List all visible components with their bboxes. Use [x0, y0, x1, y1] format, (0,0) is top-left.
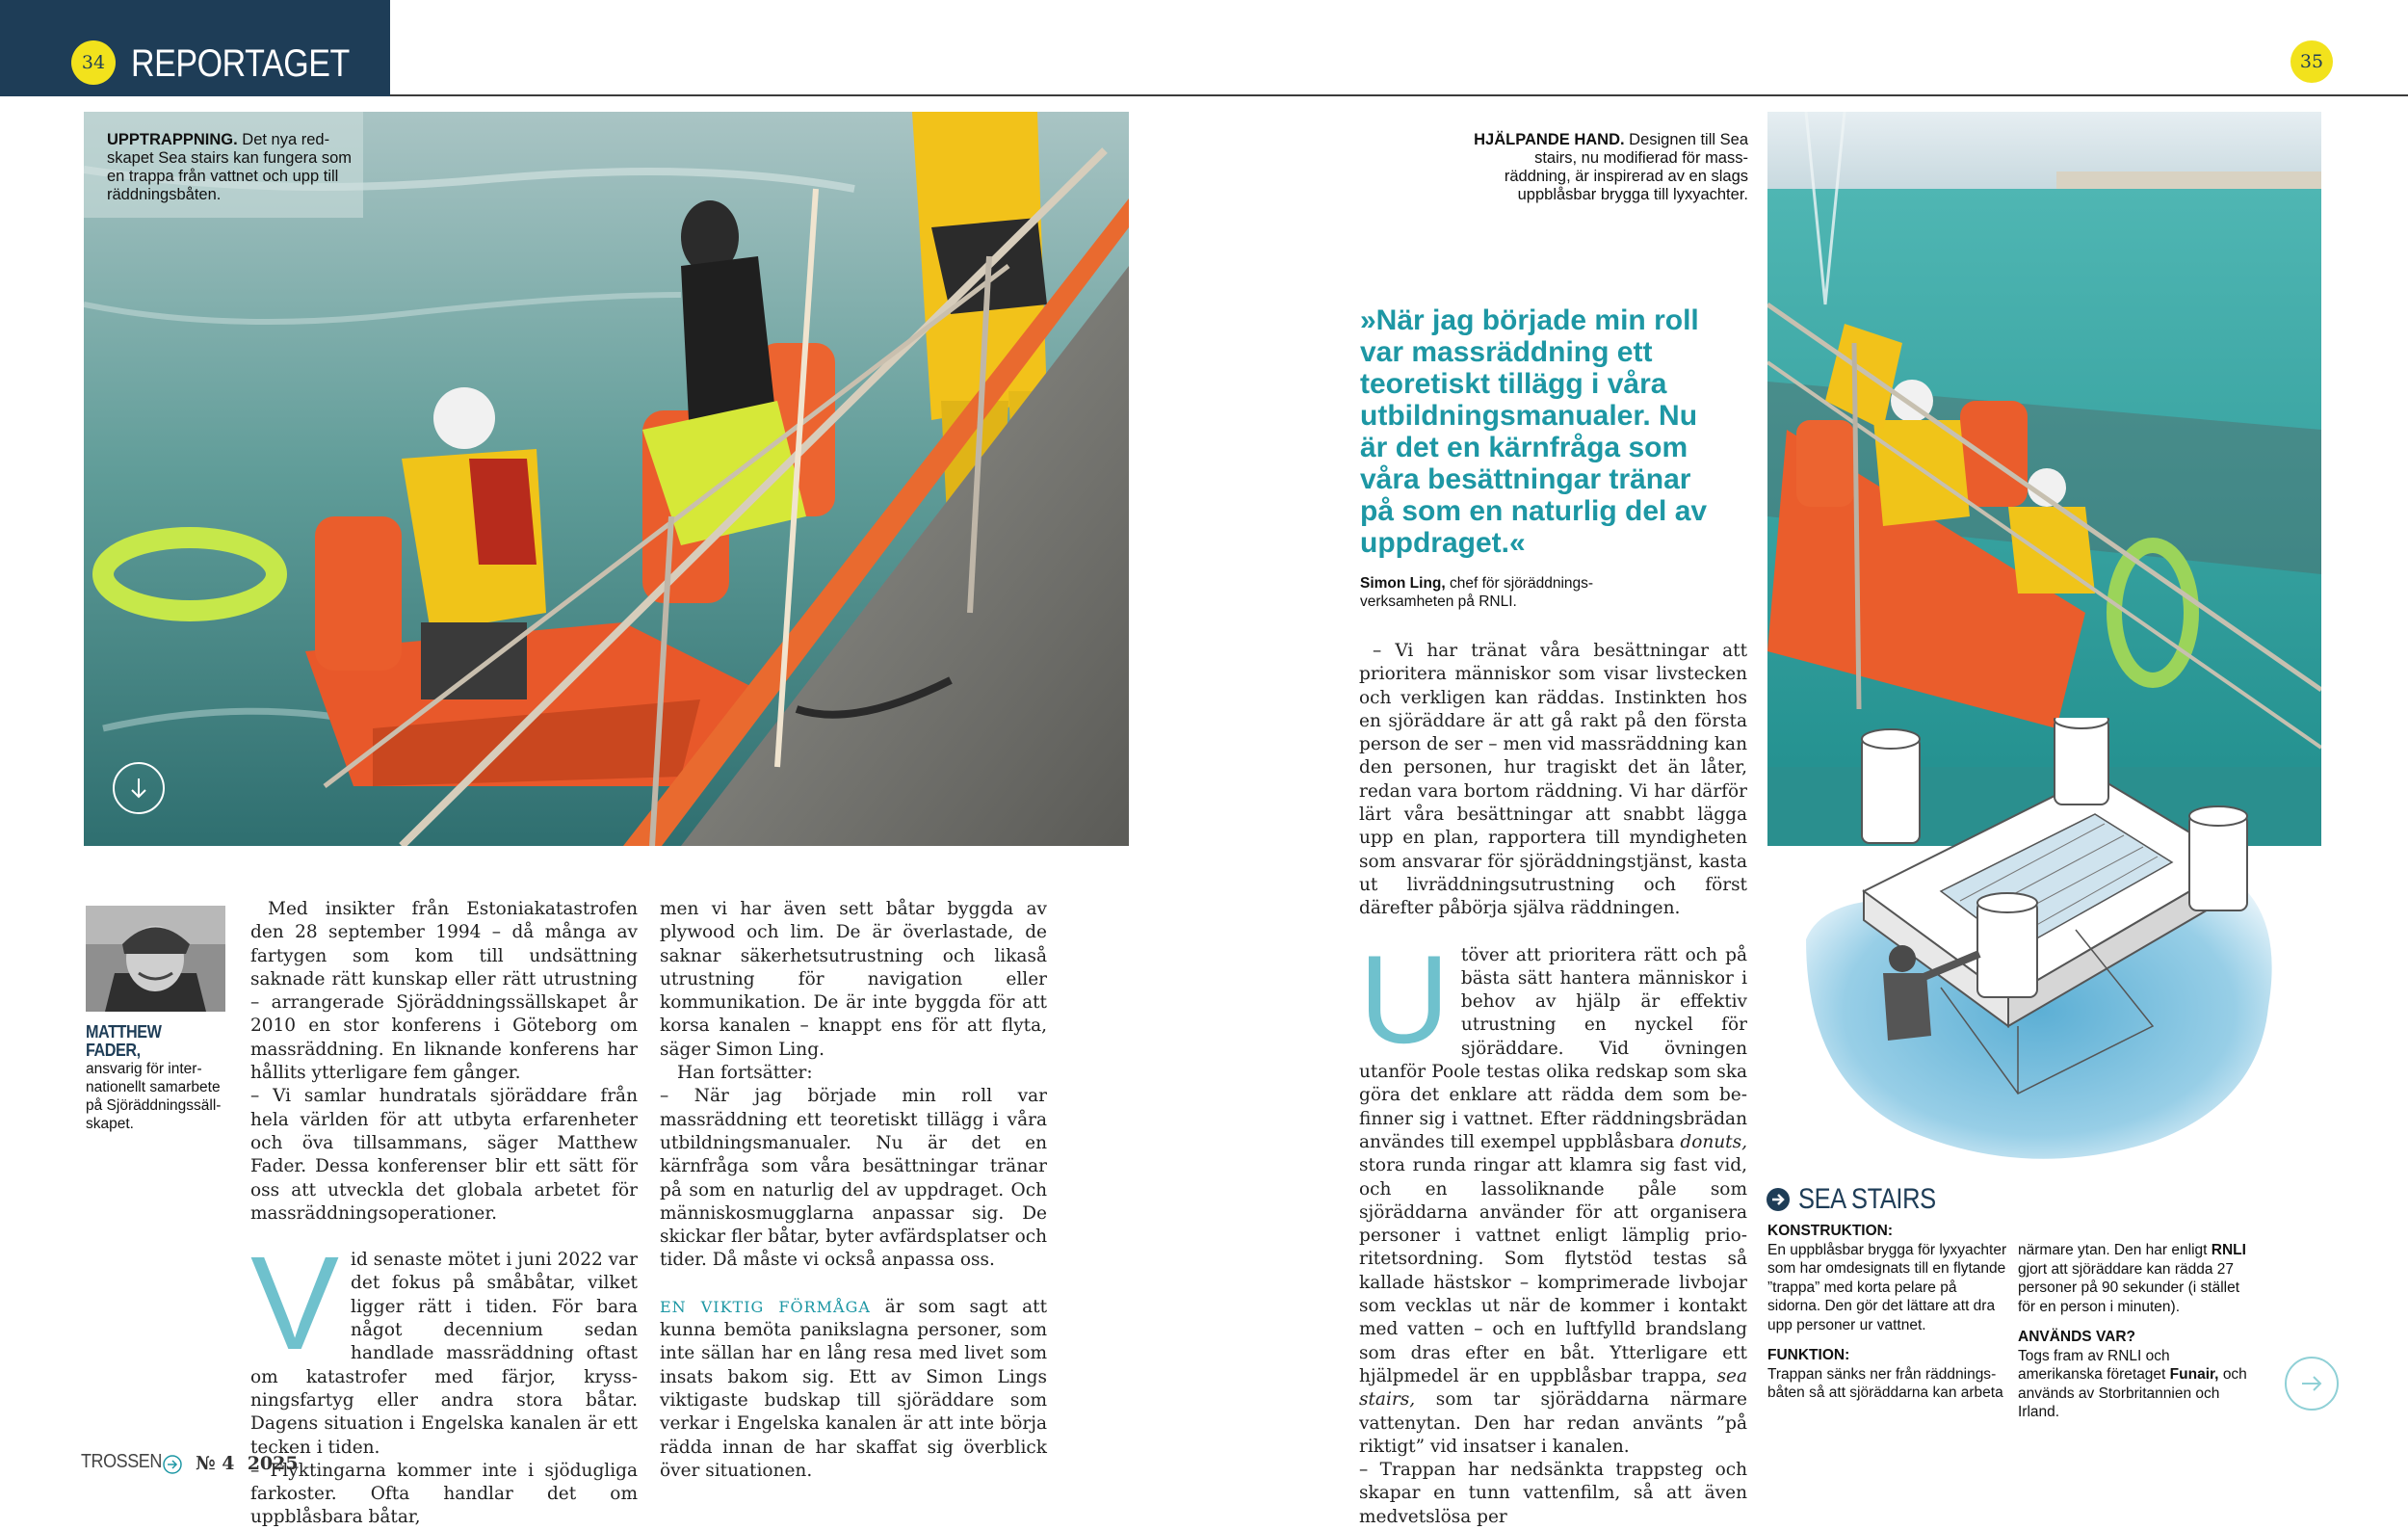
factbox [1766, 1183, 2305, 1420]
next-page-button[interactable] [2285, 1357, 2339, 1411]
dropcap-v: V [250, 1229, 340, 1379]
portrait-role: ansvarig för internationellt samarbete på Sjöräddningssällskapet. [86, 1061, 222, 1132]
col2-paragraph-3: – När jag började min roll var massräddning ett teoretiskt tillägg i våra utbildningsmanualer. Nu är det en kärnfråga som våra besättningar tränar på som en naturlig del av uppdraget. Och människosmugglarna anpassar sig. De skickar fler båtar, byter avfärdsplatser och tider. Då måste vi också anpassa oss. [660, 1086, 1047, 1271]
pull-quote-source-name: Simon Ling, [1360, 575, 1446, 592]
factbox-text-construction: En uppblåsbar brygga för lyxyachter som har omdesignats till en flytande ”trappa” med korta pelare på sidorna. Den gör det lättare att dra upp personer ur vattnet. [1767, 1241, 2007, 1333]
article-column-1 [250, 898, 638, 1530]
photo-left-caption-label: UPPTRAPPNING. [107, 131, 238, 148]
col2-paragraph-4 [660, 1296, 1047, 1483]
photo-left-caption [107, 131, 357, 204]
factbox-arrow-icon [1766, 1187, 1791, 1212]
pull-quote: »När jag började min roll var massräddning ett teoretiskt tillägg i våra utbildningsmanualer. Nu är det en kärnfråga som våra besättningar tränar på som en naturlig del av uppdraget.« [1360, 304, 1708, 559]
factbox-text-used-c: och används av Storbritannien och Irland. [2018, 1366, 2247, 1420]
col2-paragraph-4-text: är som sagt att kunna bemöta panikslagna personer, som inte sällan har en lång resa med livet som insats bakom sig. Ett av Simon Lings viktigaste budskap till sjöräddare som verkar i Engelska kanalen är att inte börja rädda innan de har skaffat sig överblick över situationen. [660, 1296, 1047, 1481]
factbox-text-result-a: närmare ytan. Den har enligt [2018, 1242, 2208, 1258]
photo-right-caption-label: HJÄLPANDE HAND. [1474, 131, 1625, 148]
factbox-text-used-a: Togs fram av RNLI och amerikanska företaget [2018, 1347, 2170, 1383]
col1-paragraph-3 [250, 1229, 638, 1460]
portrait-graphic [86, 906, 225, 1012]
photo-left-caption-text: Det nya redskapet Sea stairs kan fungera som en trappa från vattnet och upp till räddningsbåten. [107, 131, 353, 203]
article-column-2 [660, 898, 1047, 1483]
photo-right-caption-text: Designen till Sea stairs, nu modifierad för massräddning, är inspirerad av en slags uppblåsbar brygga till lyxyachter. [1504, 131, 1748, 203]
col3-paragraph-2b: donuts, [1680, 1131, 1747, 1152]
factbox-text-used-b: Funair, [2169, 1366, 2219, 1383]
article-column-3 [1359, 640, 1747, 1529]
col3-paragraph-2d: sea stairs, [1359, 1365, 1747, 1411]
col1-paragraph-3-text: id senaste mötet i juni 2022 var det fokus på småbåtar, vilket ligger rätt i tiden. För bara något decennium sedan handlade massräddning oftast om katastrofer med färjor, kryssningsfartyg eller andra stora båtar. Dagens situation i Engelska kanalen är ett tecken i tiden. [250, 1250, 638, 1458]
col3-paragraph-2c: stora runda ringar att klamra sig fast vid, och en lassoliknande påle som sjöräddarna använder för att organisera personer i vattnet enligt lämplig prioritetsordning. Som flytstöd testas så kallade hästskor – komprimerade livbojar som vecklas ut när de kommer i kontakt med vatten – och en luftfylld brandslang som dras efter en båt. Ytterligare ett hjälpmedel är en uppblåsbar trappa, [1359, 1155, 1747, 1386]
col3-paragraph-2e: som tar sjöräddarna närmare vattenytan. Den har redan använts ”på riktigt” vid insatser i kanalen. [1359, 1389, 1747, 1457]
factbox-text-function: Trappan sänks ner från räddningsbåten så att sjöräddarna kan arbeta [1767, 1365, 2003, 1401]
sea-stairs-illustration [1787, 718, 2297, 1200]
section-title: REPORTAGET [131, 42, 350, 85]
factbox-heading-function: FUNKTION: [1767, 1347, 1850, 1363]
dropcap-u: U [1359, 928, 1450, 1069]
page-number-right: 35 [2299, 51, 2324, 72]
col1-paragraph-4: – Flyktingarna kommer inte i sjödugliga farkoster. Ofta handlar det om uppblåsbara båtar, [250, 1460, 638, 1528]
col2-paragraph-2: Han fortsätter: [677, 1063, 813, 1084]
col3-paragraph-2 [1359, 928, 1747, 1460]
factbox-text-result [2018, 1241, 2249, 1316]
factbox-heading-used: ANVÄNDS VAR? [2018, 1329, 2135, 1345]
col1-paragraph-1: Med insikter från Estoniakatastrofen den 28 september 1994 – då många av fartygen som kom till undsättning saknade rätt kunskap eller rätt utrustning – arrangerade Sjöräddningssällskapet år 2010 en stor konferens i Göteborg om massräddning. En liknande konferens har hållits ytterligare fem gånger. [250, 899, 638, 1084]
col3-paragraph-1: – Vi har tränat våra besättningar att prioritera människor som visar livstecken och verkligen kan räddas. Instinkten hos en sjöräddare är att gå rakt på den första person de ser – men vid massräddning kan den personen, hur tragiskt det än låter, redan vara bortom räddning. Vi har därför lärt våra besättningar att snabbt lägga upp en plan, rapportera till myndigheten som ansvarar för sjöräddningstjänst, kasta ut livräddningsutrustning och först därefter påbörja själva räddningen. [1359, 641, 1747, 919]
arrow-right-icon [2298, 1370, 2325, 1397]
factbox-col-2 [2018, 1241, 2249, 1422]
pull-quote-source [1360, 574, 1668, 611]
footer-issue: № 4 2025 [196, 1453, 299, 1474]
portrait-matthew-fader [86, 906, 225, 1012]
col2-paragraph-1: men vi har även sett båtar byggda av plywood och lim. De är överlastade, de saknar säkerhetsutrustning och likaså utrustning för navigation eller kommunikation. De är inte byggda för att korsa kanalen – knappt ens för att flyta, säger Simon Ling. [660, 899, 1047, 1060]
page-number-left-badge [71, 40, 116, 85]
footer-arrow-icon [162, 1454, 183, 1475]
page-number-left: 34 [81, 52, 106, 73]
header-rule [390, 94, 2408, 96]
factbox-heading-construction: KONSTRUKTION: [1767, 1223, 1894, 1239]
col1-paragraph-2: – Vi samlar hundratals sjöräddare från hela världen för att utbyta erfarenheter och öva tillsammans, säger Matthew Fader. Dessa konferenser blir ett sätt för oss att utveckla det globala arbetet för massräddningsoperationer. [250, 1086, 638, 1224]
photo-right-caption [1474, 131, 1748, 204]
factbox-text-result-b: RNLI [2211, 1242, 2246, 1258]
photo-rescue-boat [84, 112, 1129, 846]
portrait-caption [86, 1023, 230, 1133]
arrow-down-icon [126, 776, 151, 801]
factbox-col-1 [1767, 1222, 2008, 1403]
col2-subhead: EN VIKTIG FÖRMÅGA [660, 1297, 871, 1316]
portrait-name: MATTHEW FADER, [86, 1022, 162, 1060]
page-number-right-badge [2290, 40, 2333, 83]
col3-paragraph-2a: töver att prioritera rätt och på bästa sätt hantera människor i behov av hjälp är effektiv utrustning en nyckel för sjöräddare. Vid övningen utanför Poole testas olika redskap som ska göra det enklare att rädda dem som befinner sig i vattnet. Efter räddningsbrädan användes till exempel uppblåsbara [1359, 944, 1747, 1152]
col3-paragraph-3: – Trappan har nedsänkta trappsteg och skapar en tunn vattenfilm, så att även medvetslösa per [1359, 1460, 1747, 1527]
scroll-down-button[interactable] [113, 762, 165, 814]
factbox-text-result-c: gjort att sjöräddare kan rädda 27 personer på 90 sekunder (i stället för en person i minuten). [2018, 1260, 2240, 1315]
pull-quote-source-role: chef för sjöräddningsverksamheten på RNLI. [1360, 575, 1594, 610]
photo-rescue-boat-graphic [84, 112, 1129, 846]
footer-magazine-name: TROSSEN [81, 1451, 162, 1472]
factbox-text-used [2018, 1347, 2249, 1422]
factbox-title: SEA STAIRS [1798, 1183, 1936, 1215]
